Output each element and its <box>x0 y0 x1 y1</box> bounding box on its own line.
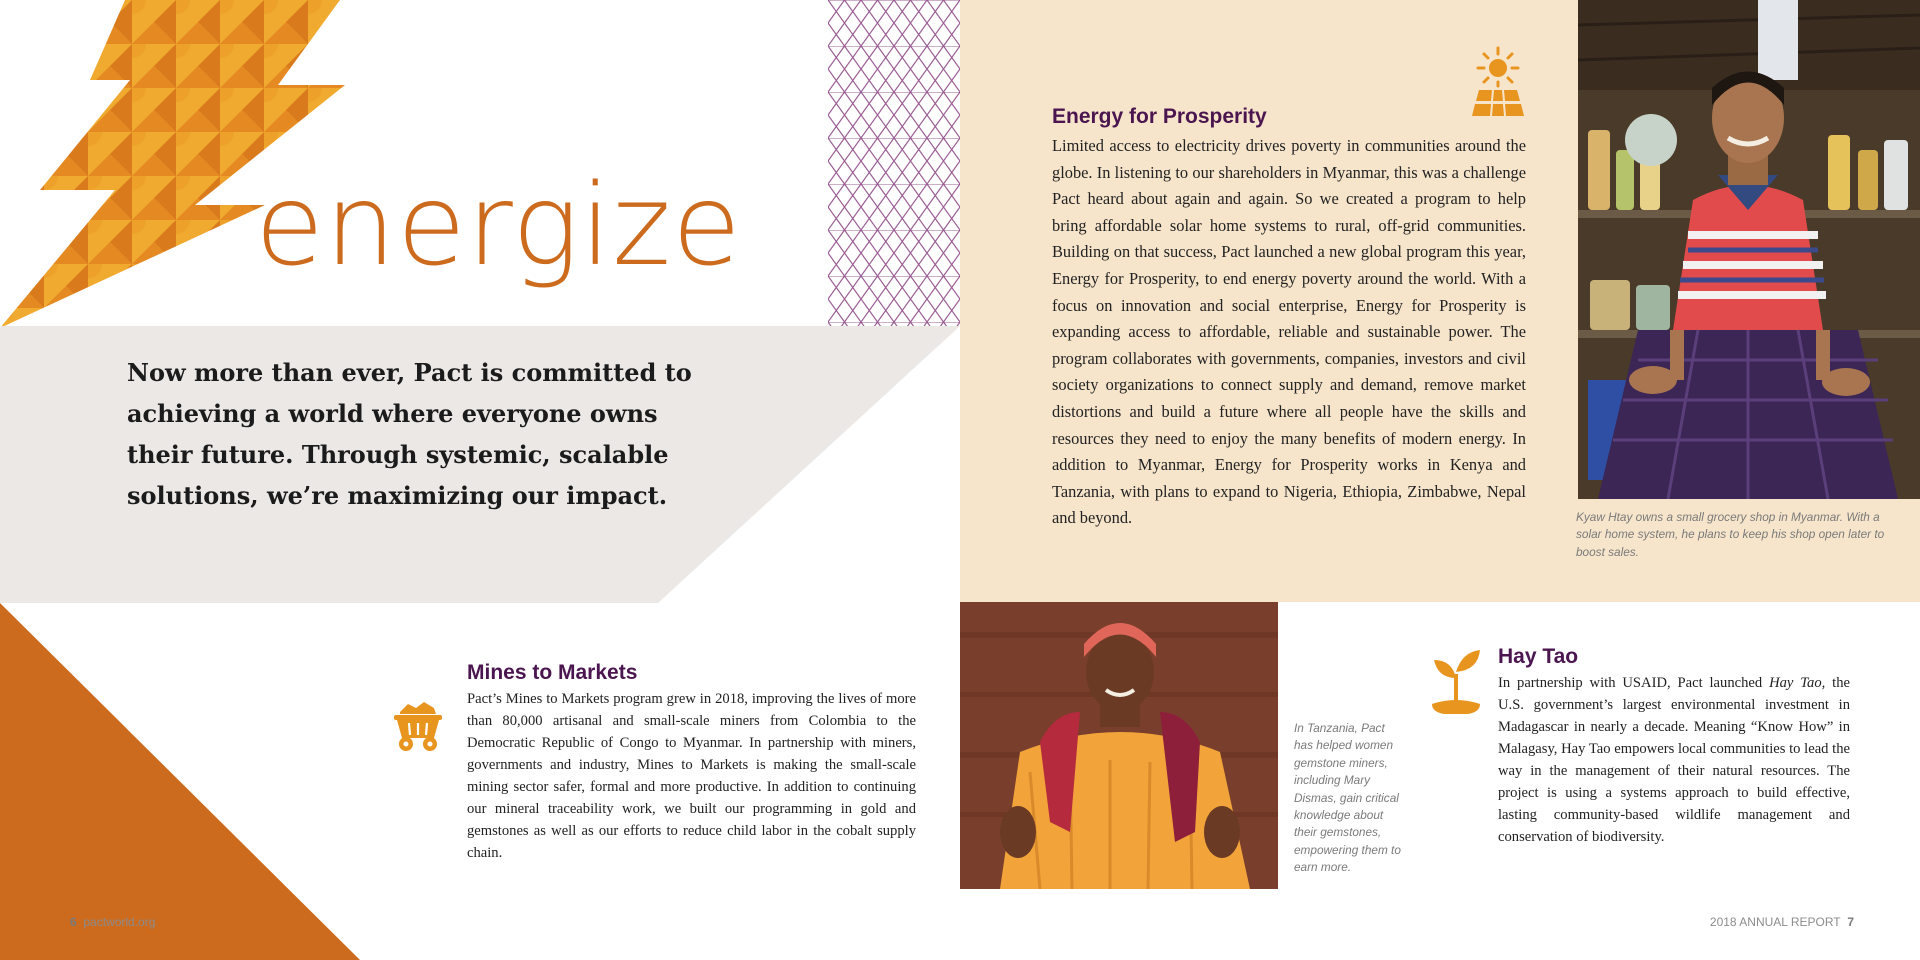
hay-tao-body-intro: In partnership with USAID, Pact launched <box>1498 675 1770 691</box>
mine-cart-icon <box>390 698 446 754</box>
report-label: 2018 ANNUAL REPORT <box>1709 915 1841 929</box>
hay-tao-heading: Hay Tao <box>1498 645 1579 668</box>
hay-tao-body <box>1498 672 1850 848</box>
mines-to-markets-body: Pact’s Mines to Markets program grew in 2018, improving the lives of more than 80,000 artisanal and small-scale miners from Colombia to the Democratic Republic of Congo to Myanmar. In partnership with miners, governments and industry, Mines to Markets is making the small-scale mining sector safer, formal and more productive. In addition to continuing our mineral traceability work, we built our programming in gold and gemstones as well as our efforts to reduce child labor in the cobalt supply chain. <box>467 691 916 861</box>
gemstone-miner-photo-caption: In Tanzania, Pact has helped women gemstone miners, including Mary Dismas, gain critical knowledge about their gemstones, empowering them to earn more. <box>1294 721 1401 875</box>
lattice-pattern-graphic <box>828 0 960 326</box>
energy-for-prosperity-heading: Energy for Prosperity <box>1052 105 1267 128</box>
shop-owner-photo-caption: Kyaw Htay owns a small grocery shop in Myanmar. With a solar home system, he plans to keep his shop open later to boost sales. <box>1576 510 1885 559</box>
lead-statement: Now more than ever, Pact is committed to achieving a world where everyone owns their future. Through systemic, scalable solutions, we’re maximizing our impact. <box>127 358 692 510</box>
solar-panel-icon <box>1470 46 1526 124</box>
energy-for-prosperity-body: Limited access to electricity drives poverty in communities around the globe. In listening to our shareholders in Myanmar, this was a challenge Pact heard about again and again. So we created a program to help bring affordable solar home systems to rural, off-grid communities. Building on that success, Pact launched a new global program this year, Energy for Prosperity, to end energy poverty around the world. With a focus on innovation and social enterprise, Energy for Prosperity is expanding access to affordable, reliable and sustainable power. The program collaborates with governments, companies, investors and civil society organizations to connect supply and demand, remove market distortions and build a future where all people have the skills and resources they need to enjoy the many benefits of modern energy. In addition to Myanmar, Energy for Prosperity works in Kenya and Tanzania, with plans to expand to Nigeria, Ethiopia, Zimbabwe, Nepal and beyond. <box>1052 136 1526 528</box>
gemstone-miner-photo <box>960 602 1278 889</box>
spread-title: energize <box>255 161 742 291</box>
hay-tao-body-italic: Hay Tao <box>1769 675 1822 691</box>
left-page-folio <box>70 915 155 929</box>
orange-corner-triangle <box>0 603 360 960</box>
sprout-icon <box>1428 648 1484 716</box>
hay-tao-body-rest: , the U.S. government’s largest environmental investment in Madagascar in nearly a decade. Meaning “Know How” in Malagasy, Hay Tao empowers local communities to lead the way in the management of their natural resources. The project is using a systems approach to build effective, lasting community-based wildlife management and conservation of biodiversity. <box>1498 675 1850 845</box>
shop-owner-photo <box>1578 0 1920 499</box>
left-page-number: 6 <box>70 915 77 929</box>
mines-to-markets-heading: Mines to Markets <box>467 661 638 684</box>
right-page-number: 7 <box>1847 915 1854 929</box>
website-url: pactworld.org <box>83 915 156 929</box>
right-page-folio <box>1710 915 1854 929</box>
